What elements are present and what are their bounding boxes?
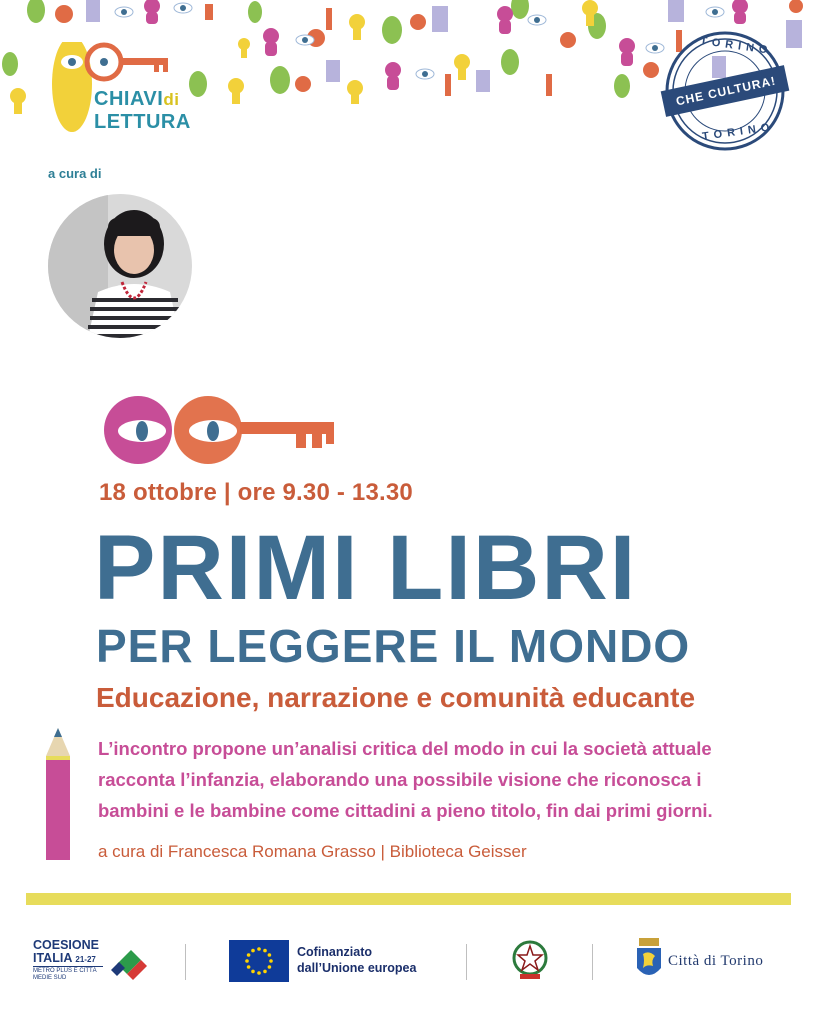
coesione-line2 (33, 951, 96, 967)
logo-brand-bottom: LETTURA (94, 111, 191, 133)
torino-shield-icon (635, 938, 663, 982)
coesione-years: 21-27 (75, 955, 96, 964)
eu-line2: dall’Unione europea (297, 961, 417, 975)
torino-stamp (660, 26, 790, 156)
event-credit: a cura di Francesca Romana Grasso | Biblioteca Geisser (98, 842, 527, 861)
coesione-italia: ITALIA (33, 951, 72, 965)
logo-brand-top: CHIAVI (94, 88, 164, 110)
citta-di-torino-text: Città di Torino (668, 953, 764, 969)
description-line-2: racconta l’infanzia, elaborando una possibile visione che riconosca i (98, 769, 702, 790)
footer-separator (466, 944, 467, 980)
eu-stars (229, 940, 289, 982)
curator-portrait (48, 194, 192, 338)
italian-emblem-icon (510, 938, 550, 982)
footer-separator (592, 944, 593, 980)
coesione-line1: COESIONE (33, 938, 99, 952)
stamp-bottom-text: TORINO (701, 121, 776, 143)
logo-brand-di: di (163, 90, 180, 109)
coesione-arrows-icon (107, 942, 147, 982)
eu-cofunded-text (297, 944, 416, 976)
event-tagline: Educazione, narrazione e comunità educante (96, 682, 696, 713)
event-title: PRIMI LIBRI (94, 517, 638, 619)
event-date: 18 ottobre | ore 9.30 - 13.30 (99, 479, 413, 506)
footer-separator (185, 944, 186, 980)
logo-wordmark (94, 88, 191, 133)
description-line-1: L’incontro propone un’analisi critica del modo in cui la società attuale (98, 738, 712, 759)
key-eyes-graphic (100, 394, 340, 464)
event-subtitle: PER LEGGERE IL MONDO (96, 620, 691, 672)
stamp-top-text: TORINO (699, 35, 774, 57)
stamp-banner: CHE CULTURA! (674, 73, 778, 109)
coesione-italia-logo (33, 938, 148, 990)
coesione-sub: METRO PLUS E CITTÀ MEDIE SUD (33, 966, 103, 982)
event-description (98, 733, 798, 826)
pencil-icon (44, 728, 72, 860)
portrait-image (48, 194, 192, 338)
eu-flag-icon (229, 940, 289, 982)
curated-by-label: a cura di (48, 166, 102, 181)
eu-line1: Cofinanziato (297, 945, 372, 959)
divider-bar (26, 893, 791, 905)
description-line-3: bambini e le bambine come cittadini a pieno titolo, fin dai primi giorni. (98, 800, 713, 821)
